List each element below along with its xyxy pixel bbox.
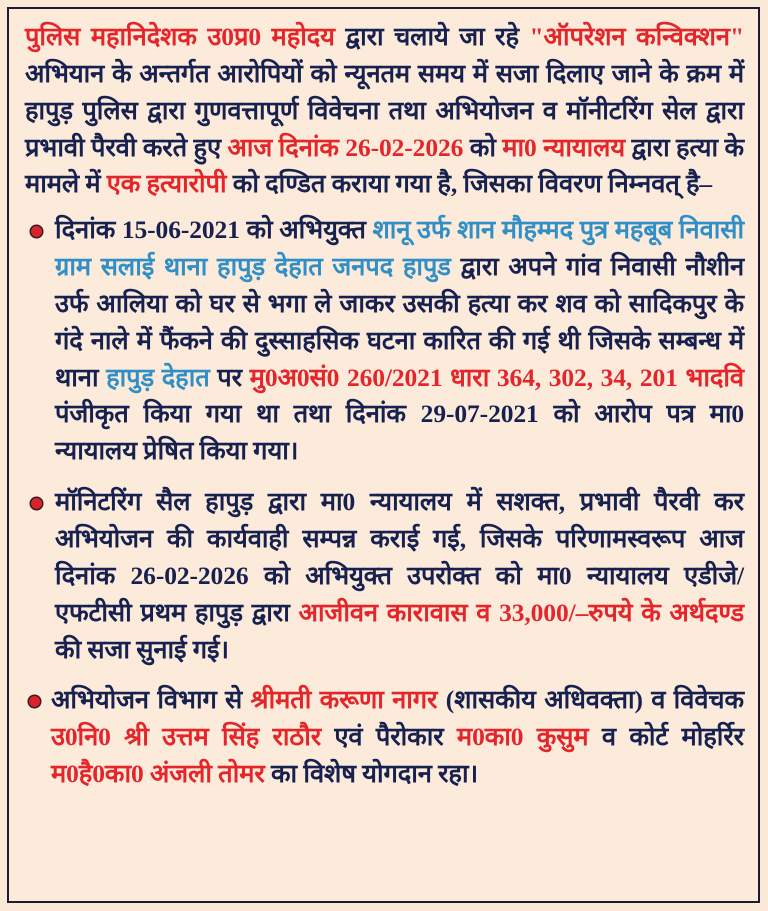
text-run-blue: शानू उर्फ शान मौहम्मद पुत्र महबूब निवासी ग्राम सलाई थाना हापुड़ देहात जनपद हापुड: [55, 215, 744, 282]
text-run-dark: पंजीकृत किया गया था तथा दिनांक 29-07-2021 को आरोप पत्र मा0 न्यायालय प्रेषित किया गया।: [55, 399, 744, 466]
text-run-dark: (शासकीय अधिवक्ता) व विवेचक: [437, 685, 744, 715]
text-run-red: श्रीमती करूणा नागर: [250, 685, 438, 715]
text-run-dark: का विशेष योगदान रहा।: [264, 759, 479, 789]
text-run-dark: व कोर्ट मोहर्रिर: [588, 722, 744, 752]
text-run-dark: अभियान के अन्तर्गत आरोपियों को न्यूनतम समय में सजा दिलाए जाने के क्रम में हापुड़ पुलिस द्वारा गुणवत्तापूर्ण विवेचना तथा अभियोजन व मॉनीटरिंग सेल द्वारा प्रभावी पैरवी करते हुए: [25, 58, 744, 162]
list-item-text: [55, 215, 744, 465]
text-run-dark: को दण्डित कराया गया है, जिसका विवरण निम्नवत् है–: [226, 169, 713, 199]
press-note-frame: [7, 7, 760, 903]
text-run-dark: अभियोजन विभाग से: [51, 685, 251, 715]
text-run-blue: हापुड़ देहात: [106, 362, 210, 392]
text-run-dark: द्वारा चलाये जा रहे: [334, 22, 530, 51]
text-run-dark: एवं पैरोकार: [321, 722, 457, 752]
intro-paragraph: [25, 19, 744, 203]
text-run-red: मा0 न्यायालय: [502, 132, 626, 162]
text-run-dark: दिनांक 15-06-2021 को अभियुक्त: [55, 215, 373, 245]
text-run-red: म0का0 कुसुम: [456, 722, 589, 752]
text-run-dark: मॉनिटरिंग सैल हापुड़ द्वारा मा0 न्यायालय में सशक्त, प्रभावी पैरवी कर अभियोजन की कार्यवाही सम्पन्न कराई गई, जिसके परिणामस्वरूप आज दिनांक 26-02-2026 को अभियुक्त उपरोक्त को मा0 न्यायालय एडीजे/एफटीसी प्रथम हापुड़ द्वारा: [55, 487, 744, 627]
bullet-icon: [31, 226, 42, 237]
details-list: [25, 212, 744, 793]
text-run-red: आजीवन कारावास व 33,000/–रुपये के अर्थदण्ड: [298, 597, 744, 627]
list-item-point-2: [25, 484, 744, 668]
text-run-red: "ऑपरेशन कन्विक्शन": [529, 22, 745, 51]
list-item-text: [55, 487, 744, 663]
text-run-dark: पर: [209, 362, 250, 392]
list-item-point-3: [25, 682, 744, 793]
text-run-red: उ0नि0 श्री उत्तम सिंह राठौर: [51, 722, 322, 752]
text-run-dark: द्वारा हत्या के मामले में: [25, 132, 744, 199]
text-run-red: मु0अ0सं0 260/2021 धारा 364, 302, 34, 201 भादवि: [249, 362, 745, 392]
bullet-icon: [29, 696, 40, 707]
list-item-point-1: [25, 212, 744, 470]
text-run-dark: को: [463, 132, 503, 162]
list-item-text: [51, 685, 744, 788]
bullet-icon: [31, 498, 42, 509]
text-run-red: पुलिस महानिदेशक उ0प्र0 महोदय: [25, 22, 335, 51]
text-run-red: आज दिनांक 26-02-2026: [227, 132, 464, 162]
text-run-red: एक हत्यारोपी: [106, 169, 227, 199]
text-run-red: म0है0का0 अंजली तोमर: [51, 759, 265, 789]
text-run-dark: द्वारा अपने गांव निवासी नौशीन उर्फ आलिया को घर से भगा ले जाकर उसकी हत्या कर शव को सादिकपुर के गंदे नाले में फैंकने की दुस्साहसिक घटना कारित की गई थी जिसके सम्बन्ध में थाना: [55, 252, 744, 392]
text-run-dark: की सजा सुनाई गई।: [55, 634, 229, 664]
